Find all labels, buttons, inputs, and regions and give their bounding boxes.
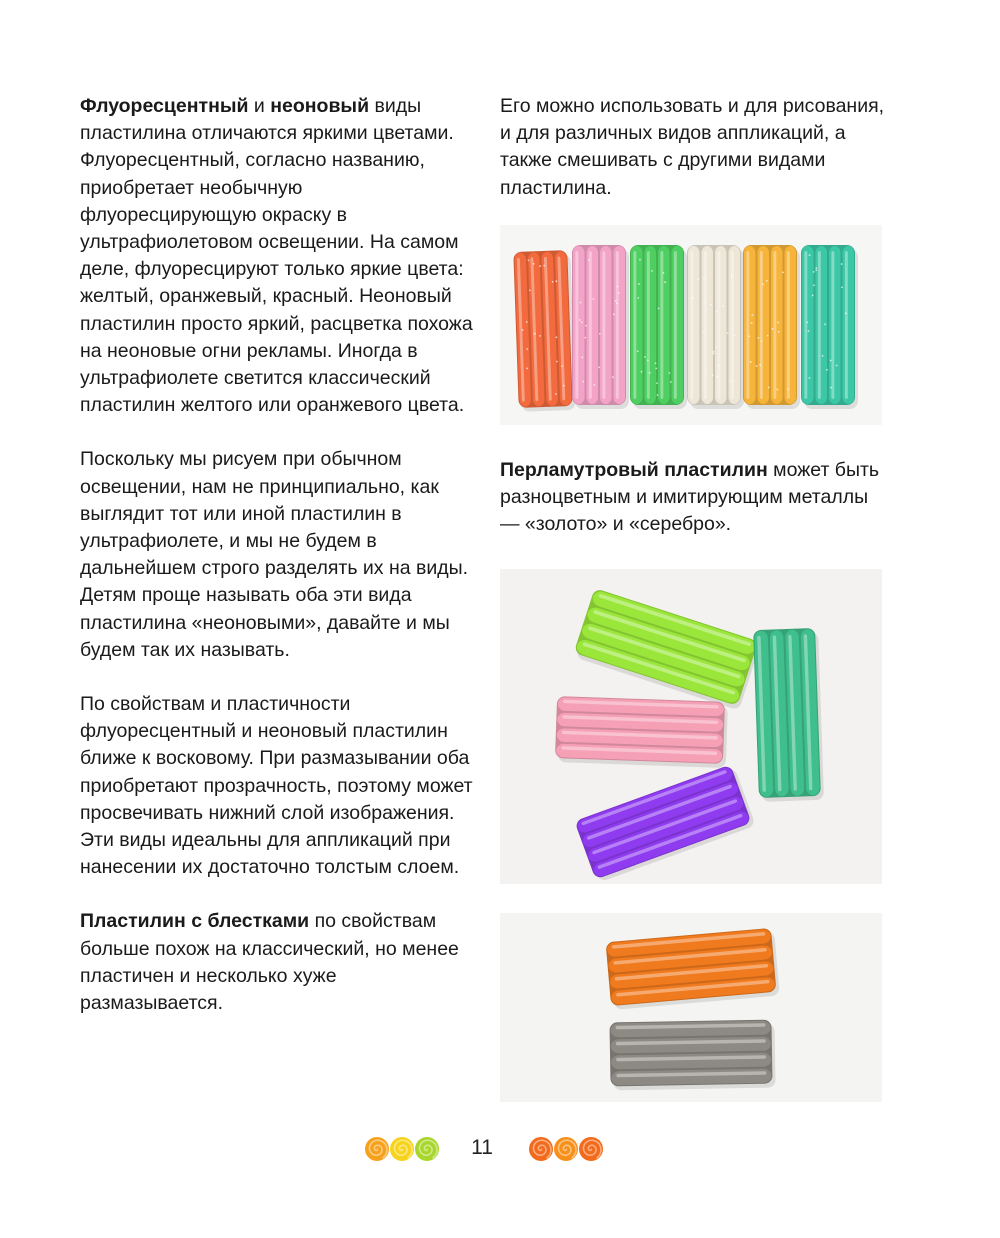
right-column xyxy=(500,93,885,202)
left-swirl-2 xyxy=(390,1137,414,1161)
right-swirl-2 xyxy=(554,1137,578,1161)
page-footer xyxy=(0,1133,1000,1169)
metallic-sticks-illustration xyxy=(500,913,882,1102)
right-swirl-3 xyxy=(579,1137,603,1161)
photo-pearl-plasticine xyxy=(500,569,882,884)
glitter-block-3 xyxy=(630,245,687,409)
left-swirl-1 xyxy=(365,1137,389,1161)
glitter-block-6 xyxy=(801,245,858,409)
glitter-block-5 xyxy=(743,245,800,409)
right-swirl-1 xyxy=(529,1137,553,1161)
photo-metallic-plasticine xyxy=(500,913,882,1102)
paragraph-fluorescent: Флуоресцентный и неоновый виды пластилина отличаются яркими цветами. Флуоресцентный, согласно названию, приобретает необычную флуоресцирующую окраску в ультрафиолетовом освещении. На самом деле, флуоресцируют только яркие цвета: желтый, оранжевый, красный. Неоновый пластилин просто яркий, расцветка похожа на неоновые огни рекламы. Иногда в ультрафиолете светится классический пластилин желтого или оранжевого цвета. xyxy=(80,95,473,417)
pearl-sticks-illustration xyxy=(500,569,882,884)
right-swirl-decoration xyxy=(528,1133,604,1170)
glitter-block-1 xyxy=(513,250,576,412)
left-column xyxy=(80,93,480,1044)
paragraph-pearl: Перламутровый пластилин может быть разноцветным и имитирующим металлы — «золото» и «серебро». xyxy=(500,459,880,536)
pearl-block-pink xyxy=(555,696,728,768)
metallic-block-silver xyxy=(609,1020,775,1091)
pearl-block-green xyxy=(572,588,761,711)
page-number: 11 xyxy=(471,1136,493,1159)
paragraph-glitter: Пластилин с блестками по свойствам больше похож на классический, но менее пластичен и несколько хуже размазывается. xyxy=(80,910,459,1015)
photo-glitter-plasticine xyxy=(500,225,882,425)
pearl-block-teal xyxy=(753,628,824,802)
glitter-block-2 xyxy=(572,245,629,409)
metallic-block-gold xyxy=(606,928,780,1010)
left-swirl-decoration xyxy=(364,1133,440,1170)
pearl-block-violet xyxy=(574,763,755,883)
left-swirl-3 xyxy=(415,1137,439,1161)
paragraph-properties: По свойствам и пластичности флуоресцентный и неоновый пластилин ближе к восковому. При размазывании оба приобретают прозрачность, поэтому может просвечивать нижний слой изображения. Эти виды идеальны для аппликаций при нанесении их достаточно толстым слоем. xyxy=(80,693,473,879)
glitter-block-4 xyxy=(687,245,744,409)
paragraph-usage: Его можно использовать и для рисования, и для различных видов аппликаций, а также смешивать с другими видами пластилина. xyxy=(500,95,885,199)
glitter-sticks-illustration xyxy=(500,225,882,425)
paragraph-lighting: Поскольку мы рисуем при обычном освещении, нам не принципиально, как выглядит тот или иной пластилин в ультрафиолете, и мы не будем в дальнейшем строго разделять их на виды. Детям проще называть оба эти вида пластилина «неоновыми», давайте и мы будем так их называть. xyxy=(80,448,469,661)
